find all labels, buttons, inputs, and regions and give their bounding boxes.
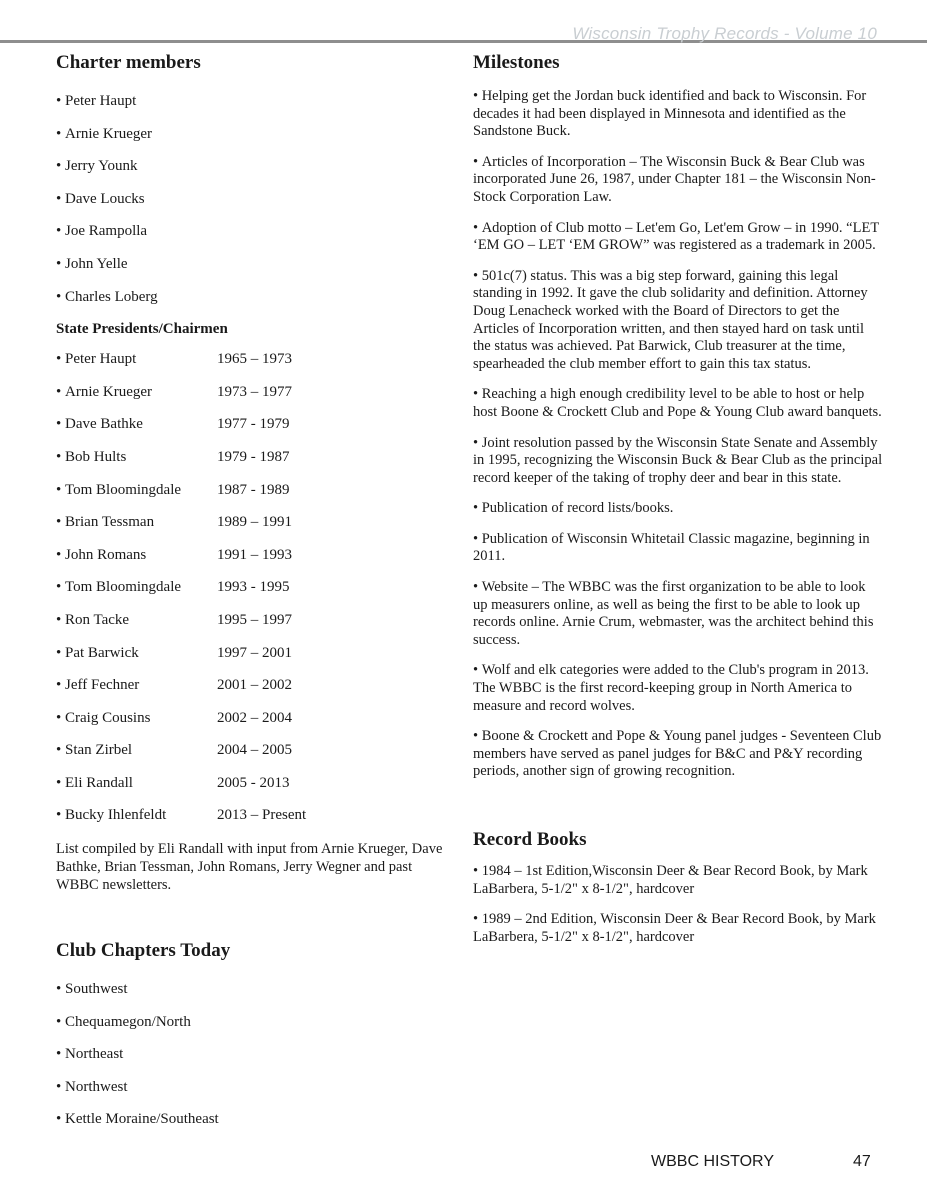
president-years: 1993 - 1995: [217, 579, 290, 596]
presidents-note: List compiled by Eli Randall with input from Arnie Krueger, Dave Bathke, Brian Tessman, John Romans, Jerry Wegner and past WBBC newsletters.: [56, 841, 443, 894]
president-name: • Brian Tessman: [56, 512, 217, 545]
milestone-item: • Publication of record lists/books.: [473, 500, 883, 518]
president-name: • Craig Cousins: [56, 708, 217, 741]
charter-members-heading: Charter members: [56, 52, 201, 73]
president-years: 2002 – 2004: [217, 709, 292, 726]
charter-member-item: • Jerry Younk: [56, 156, 446, 189]
president-name: • Dave Bathke: [56, 414, 217, 447]
president-row: [56, 414, 446, 447]
record-book-item: • 1989 – 2nd Edition, Wisconsin Deer & Bear Record Book, by Mark LaBarbera, 5-1/2" x 8-1/2", hardcover: [473, 911, 883, 946]
president-name: • Bob Hults: [56, 447, 217, 480]
president-name: • Peter Haupt: [56, 349, 217, 382]
president-years: 1979 - 1987: [217, 448, 290, 465]
president-years: 2005 - 2013: [217, 774, 290, 791]
page-number: 47: [853, 1153, 871, 1170]
milestones-list: [473, 88, 883, 781]
chapter-item: • Southwest: [56, 979, 446, 1012]
president-row: [56, 740, 446, 773]
chapters-list: [56, 979, 446, 1142]
president-row: [56, 643, 446, 676]
president-row: [56, 805, 446, 838]
record-book-item: • 1984 – 1st Edition,Wisconsin Deer & Bear Record Book, by Mark LaBarbera, 5-1/2" x 8-1/2", hardcover: [473, 863, 883, 898]
president-row: [56, 512, 446, 545]
president-name: • Arnie Krueger: [56, 382, 217, 415]
president-years: 1965 – 1973: [217, 351, 292, 368]
milestone-item: • Joint resolution passed by the Wisconsin State Senate and Assembly in 1995, recognizing the Wisconsin Buck & Bear Club as the principal record keeper of the taking of trophy deer and bear in this state.: [473, 435, 883, 488]
record-books-list: [473, 863, 883, 946]
left-column: [56, 50, 446, 1142]
president-name: • Ron Tacke: [56, 610, 217, 643]
charter-member-item: • Dave Loucks: [56, 189, 446, 222]
president-years: 2013 – Present: [217, 807, 307, 824]
chapter-item: • Northeast: [56, 1044, 446, 1077]
president-name: • Tom Bloomingdale: [56, 480, 217, 513]
president-row: [56, 577, 446, 610]
president-row: [56, 773, 446, 806]
record-books-section: [473, 827, 883, 946]
right-column: [473, 50, 883, 959]
charter-member-item: • Joe Rampolla: [56, 221, 446, 254]
president-years: 1997 – 2001: [217, 644, 292, 661]
president-years: 1973 – 1977: [217, 383, 292, 400]
president-years: 1991 – 1993: [217, 546, 292, 563]
footer-title: WBBC HISTORY: [651, 1153, 774, 1170]
presidents-section: [56, 319, 446, 894]
president-row: [56, 349, 446, 382]
president-name: • John Romans: [56, 545, 217, 578]
record-books-heading: Record Books: [473, 829, 587, 850]
milestone-item: • Website – The WBBC was the first organization to be able to look up measurers online, as well as being the first to be able to look up records online. Arnie Crum, webmaster, was the architect behind this success.: [473, 579, 883, 649]
milestone-item: • Wolf and elk categories were added to the Club's program in 2013. The WBBC is the first record-keeping group in North America to measure and record wolves.: [473, 662, 883, 715]
president-row: [56, 708, 446, 741]
milestone-item: • Helping get the Jordan buck identified and back to Wisconsin. For decades it had been displayed in Minnesota and identified as the Sandstone Buck.: [473, 88, 883, 141]
charter-members-section: [56, 50, 446, 319]
president-name: • Stan Zirbel: [56, 740, 217, 773]
president-row: [56, 610, 446, 643]
president-name: • Pat Barwick: [56, 643, 217, 676]
milestone-item: • Publication of Wisconsin Whitetail Classic magazine, beginning in 2011.: [473, 531, 883, 566]
president-name: • Bucky Ihlenfeldt: [56, 805, 217, 838]
milestone-item: • 501c(7) status. This was a big step forward, gaining this legal standing in 1992. It gave the club solidarity and definition. Attorney Doug Lenacheck worked with the Board of Directors to get the Articles of Incorporation written, and then stayed hard on task until the status was achieved. Pat Barwick, Club treasurer at the time, spearheaded the club member effort to gain this tax status.: [473, 268, 883, 374]
presidents-list: [56, 349, 446, 838]
president-row: [56, 545, 446, 578]
president-name: • Eli Randall: [56, 773, 217, 806]
president-row: [56, 447, 446, 480]
milestone-item: • Adoption of Club motto – Let'em Go, Let'em Grow – in 1990. “LET ‘EM GO – LET ‘EM GROW” was registered as a trademark in 2005.: [473, 220, 883, 255]
charter-member-item: • John Yelle: [56, 254, 446, 287]
president-years: 1977 - 1979: [217, 416, 290, 433]
charter-member-item: • Peter Haupt: [56, 91, 446, 124]
milestone-item: • Reaching a high enough credibility level to be able to host or help host Boone & Crockett Club and Pope & Young Club award banquets.: [473, 386, 883, 421]
president-years: 1995 – 1997: [217, 611, 292, 628]
charter-member-item: • Arnie Krueger: [56, 124, 446, 157]
president-row: [56, 675, 446, 708]
milestone-item: • Articles of Incorporation – The Wisconsin Buck & Bear Club was incorporated June 26, 1987, under Chapter 181 – the Wisconsin Non-Stock Corporation Law.: [473, 154, 883, 207]
president-years: 2001 – 2002: [217, 677, 292, 694]
president-row: [56, 480, 446, 513]
chapters-section: [56, 938, 446, 1142]
chapter-item: • Northwest: [56, 1077, 446, 1110]
chapter-item: • Kettle Moraine/Southeast: [56, 1109, 446, 1142]
charter-members-list: [56, 91, 446, 319]
presidents-heading: State Presidents/Chairmen: [56, 321, 228, 338]
president-years: 2004 – 2005: [217, 742, 292, 759]
president-row: [56, 382, 446, 415]
president-name: • Tom Bloomingdale: [56, 577, 217, 610]
milestone-item: • Boone & Crockett and Pope & Young panel judges - Seventeen Club members have served as panel judges for B&C and P&Y recording periods, another sign of growing recognition.: [473, 728, 883, 781]
president-years: 1987 - 1989: [217, 481, 290, 498]
milestones-heading: Milestones: [473, 52, 560, 73]
milestones-section: [473, 50, 883, 781]
chapters-heading: Club Chapters Today: [56, 940, 231, 962]
chapter-item: • Chequamegon/North: [56, 1012, 446, 1045]
president-name: • Jeff Fechner: [56, 675, 217, 708]
president-years: 1989 – 1991: [217, 514, 292, 531]
running-title: Wisconsin Trophy Records - Volume 10: [572, 24, 877, 43]
charter-member-item: • Charles Loberg: [56, 287, 446, 320]
